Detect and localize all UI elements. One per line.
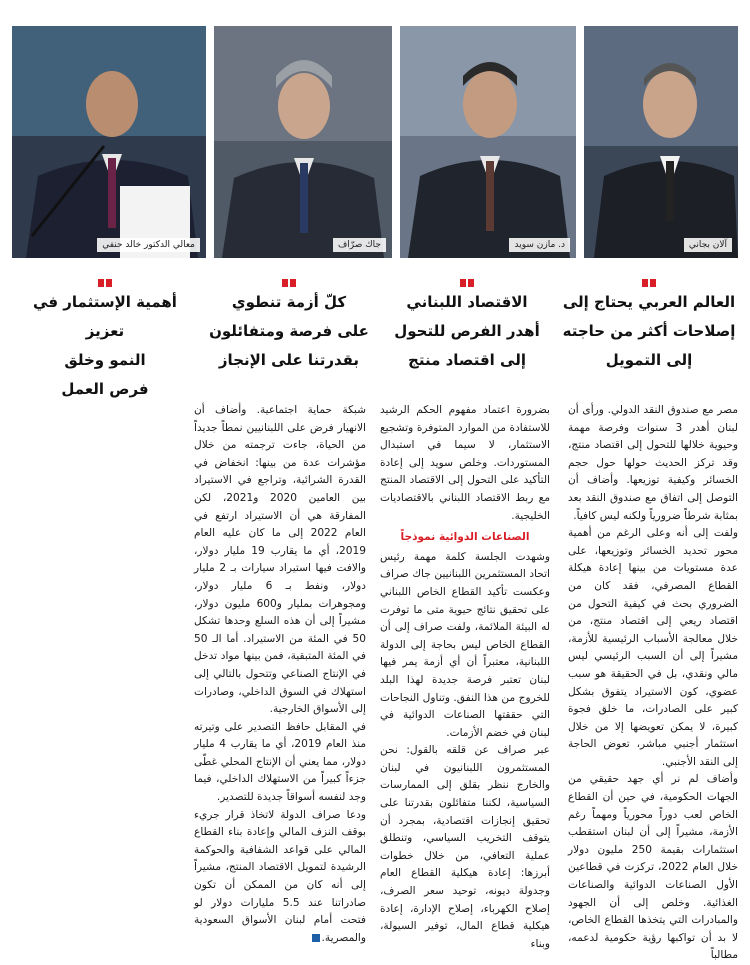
photo-strip	[12, 26, 738, 258]
photo-caption: جاك صرّاف	[333, 238, 386, 252]
paragraph: وأضاف لم نر أي جهد حقيقي من الجهات الحكومية، في حين أن القطاع الخاص لعب دوراً محورياً ومهماً رغم الأزمة، مشيراً إلى أن لبنان استقطب استثمارات بقيمة 250 مليون دولار خلال العام 2022، تركزت في قطاعين الأول الصناعات الدوائية والصناعات الغذائية. وخلص إلى أن الجهود والمبادرات التي يتخذها القطاع الخاص، لا بد أن تواكبها رؤية حكومية لدعمه، مطالباً	[568, 773, 738, 962]
paragraph: ولفت إلى أنه وعلى الرغم من أهمية محور تحديد الخسائر وتوزيعها، على عدة مستويات من بينها إعادة هيكلة القطاع المصرفي، فقد كان من الضروري بحث في كيفية التحول من اقتصاد ريعي إلى اقتصاد منتج، من خلال معالجة الأسباب الرئيسية للأزمة، مشيراً إلى أن السبب الرئيسي ليس مالي ونقدي، بل في الحقيقة هو سبب عضوي، كون الاستيراد يتفوق بشكل كبير على الصادرات، ما خلق فجوة كبيرة، لا يمكن تعويضها إلا من خلال استثمار أجنبي مباشر، تعوض الحاجة إلى النقد الأجنبي.	[568, 527, 738, 768]
red-marker-icon	[12, 272, 198, 282]
headline-text: الاقتصاد اللبناني أهدر الفرص للتحول إلى اقتصاد منتج	[394, 293, 540, 369]
portrait-image	[400, 26, 576, 258]
portrait-image	[584, 26, 738, 258]
paragraph: مصر مع صندوق النقد الدولي. ورأى أن لبنان أهدر 3 سنوات وفرصة مهمة وحيوية خلالها للتحول إلى اقتصاد منتج، وقد تركز الحديث حولها حول حجم الخسائر وكيفية توزيعها. وأضاف أن التوصل إلى اتفاق مع صندوق النقد بعد بمثابة شرطاً ضرورياً ولكنه ليس كافياً.	[568, 404, 738, 522]
photo-caption: د. مازن سويد	[509, 238, 570, 252]
headline-bejjani	[560, 272, 738, 375]
photo-mazen-soueid	[400, 26, 576, 258]
headlines-row	[12, 272, 738, 398]
article-column-1	[568, 402, 738, 962]
photo-jacques-sarraf	[214, 26, 392, 258]
red-marker-icon	[560, 272, 738, 282]
paragraph: ودعا صراف الدولة لاتخاذ قرار جريء بوقف النزف المالي وإعادة بناء القطاع المالي على قواعد الشفافية والحوكمة الرشيدة لتمويل الاقتصاد المنتج، مشيراً إلى أنه كان من الممكن أن تكون صادراتنا عند 5.5 مليارات دولار لو فتحت أمام لبنان الأسواق السعودية والمصرية.	[194, 808, 367, 944]
headline-text: أهمية الإستثمار في تعزيز النمو وخلق فرص العمل	[33, 293, 177, 398]
paragraph: وشهدت الجلسة كلمة مهمة رئيس اتحاد المستثمرين اللبنانيين جاك صراف وعكست تأكيد القطاع الخاص اللبناني على تحقيق نتائج حيوية متى ما توفرت له البيئة الملائمة، ولفت صراف إلى أن القطاع الخاص ليس بحاجة إلى الدولة اللبنانية، معتبراً أن أي أزمة يمر فيها لبنان تعتبر فرصة جديدة لهذا البلد للخروج من هذا النفق. وتناول النجاحات التي حققتها الصناعات الدوائية في لبنان في خضم الأزمات.	[380, 550, 550, 739]
portrait-image	[12, 26, 206, 258]
photo-khaled-hanafi	[12, 26, 206, 258]
headline-text: العالم العربي يحتاج إلى إصلاحات أكثر من حاجته إلى التمويل	[562, 293, 736, 369]
photo-caption: آلان بجاني	[684, 238, 732, 252]
section-subhead: الصناعات الدوائية نموذجاً	[400, 531, 530, 544]
article-column-2	[380, 402, 550, 950]
photo-caption: معالي الدكتور خالد حنفي	[97, 238, 200, 252]
paragraph: عبر صراف عن قلقه بالقول: نحن المستثمرون اللبنانيون في لبنان والخارج ننظر بقلق إلى الممارسات السياسية، لكننا متفائلون بقدرتنا على تحقيق إنجازات اقتصادية، بمجرد أن يتوقف التخريب السياسي، وتنطلق عملية التعافي، من خلال خطوات أبرزها: إعادة هيكلية القطاع العام وجدولة ديونه، توحيد سعر الصرف، إصلاح الكهرباء، إصلاح الإدارة، إعادة هيكلية قطاع المال، توفير السيولة، وبناء	[380, 744, 550, 950]
article-column-3	[194, 402, 367, 944]
photo-alain-bejjani	[584, 26, 738, 258]
end-mark-icon	[312, 934, 320, 942]
headline-hanafi	[12, 272, 198, 404]
paragraph: في المقابل حافظ التصدير على وتيرته منذ العام 2019، أي ما يقارب 4 مليار دولار، مما يعني أن الإنتاج المحلي غطّى جزءاً كبيراً من الاستهلاك الداخلي، فيما وجد لنفسه أسواقاً جديدة للتصدير.	[194, 720, 366, 804]
headline-soueid	[382, 272, 552, 375]
headline-text: كلّ أزمة تنطوي على فرصة ومتفائلون بقدرتنا على الإنجاز	[209, 293, 369, 369]
portrait-image	[214, 26, 392, 258]
paragraph: شبكة حماية اجتماعية. وأضاف أن الانهيار فرض على اللبنانيين نمطاً جديداً من الحياة، جاءت ترجمته من خلال مؤشرات عدة من بينها: انخفاض في القدرة الشرائية، وتراجع في الاستيراد بين العامين 2020 و2021، لكن المفارقة هي أن الاستيراد ارتفع في العام 2022 إلى ما كان عليه العام 2019، أي ما يقارب 19 مليار دولار، والافت فيها استيراد سيارات بـ 2 مليار دولار، ونفط بـ 6 مليار دولار، ومجوهرات بمليار و600 مليون دولار، مشيراً إلى أن هذه السلع وحدها تشكل 50 في المئة من الاستيراد. أما الـ 50 في المئة المتبقية، فمن بينها مواد تدخل في الإنتاج الصناعي وتتحول بالتالي إلى استهلاك في السوق الداخلي، وصادرات إلى الأسواق الخارجية.	[194, 404, 366, 716]
headline-sarraf	[204, 272, 374, 375]
paragraph: بضرورة اعتماد مفهوم الحكم الرشيد للاستفادة من الموارد المتوفرة وتشجيع الاستثمار، لا سيما في استبدال المستوردات. وخلص سويد إلى إعادة التأكيد على التحول إلى الاقتصاد المنتج مع ربط الاقتصاد اللبناني بالاقتصاديات الخليجية.	[380, 404, 550, 522]
red-marker-icon	[382, 272, 552, 282]
red-marker-icon	[204, 272, 374, 282]
